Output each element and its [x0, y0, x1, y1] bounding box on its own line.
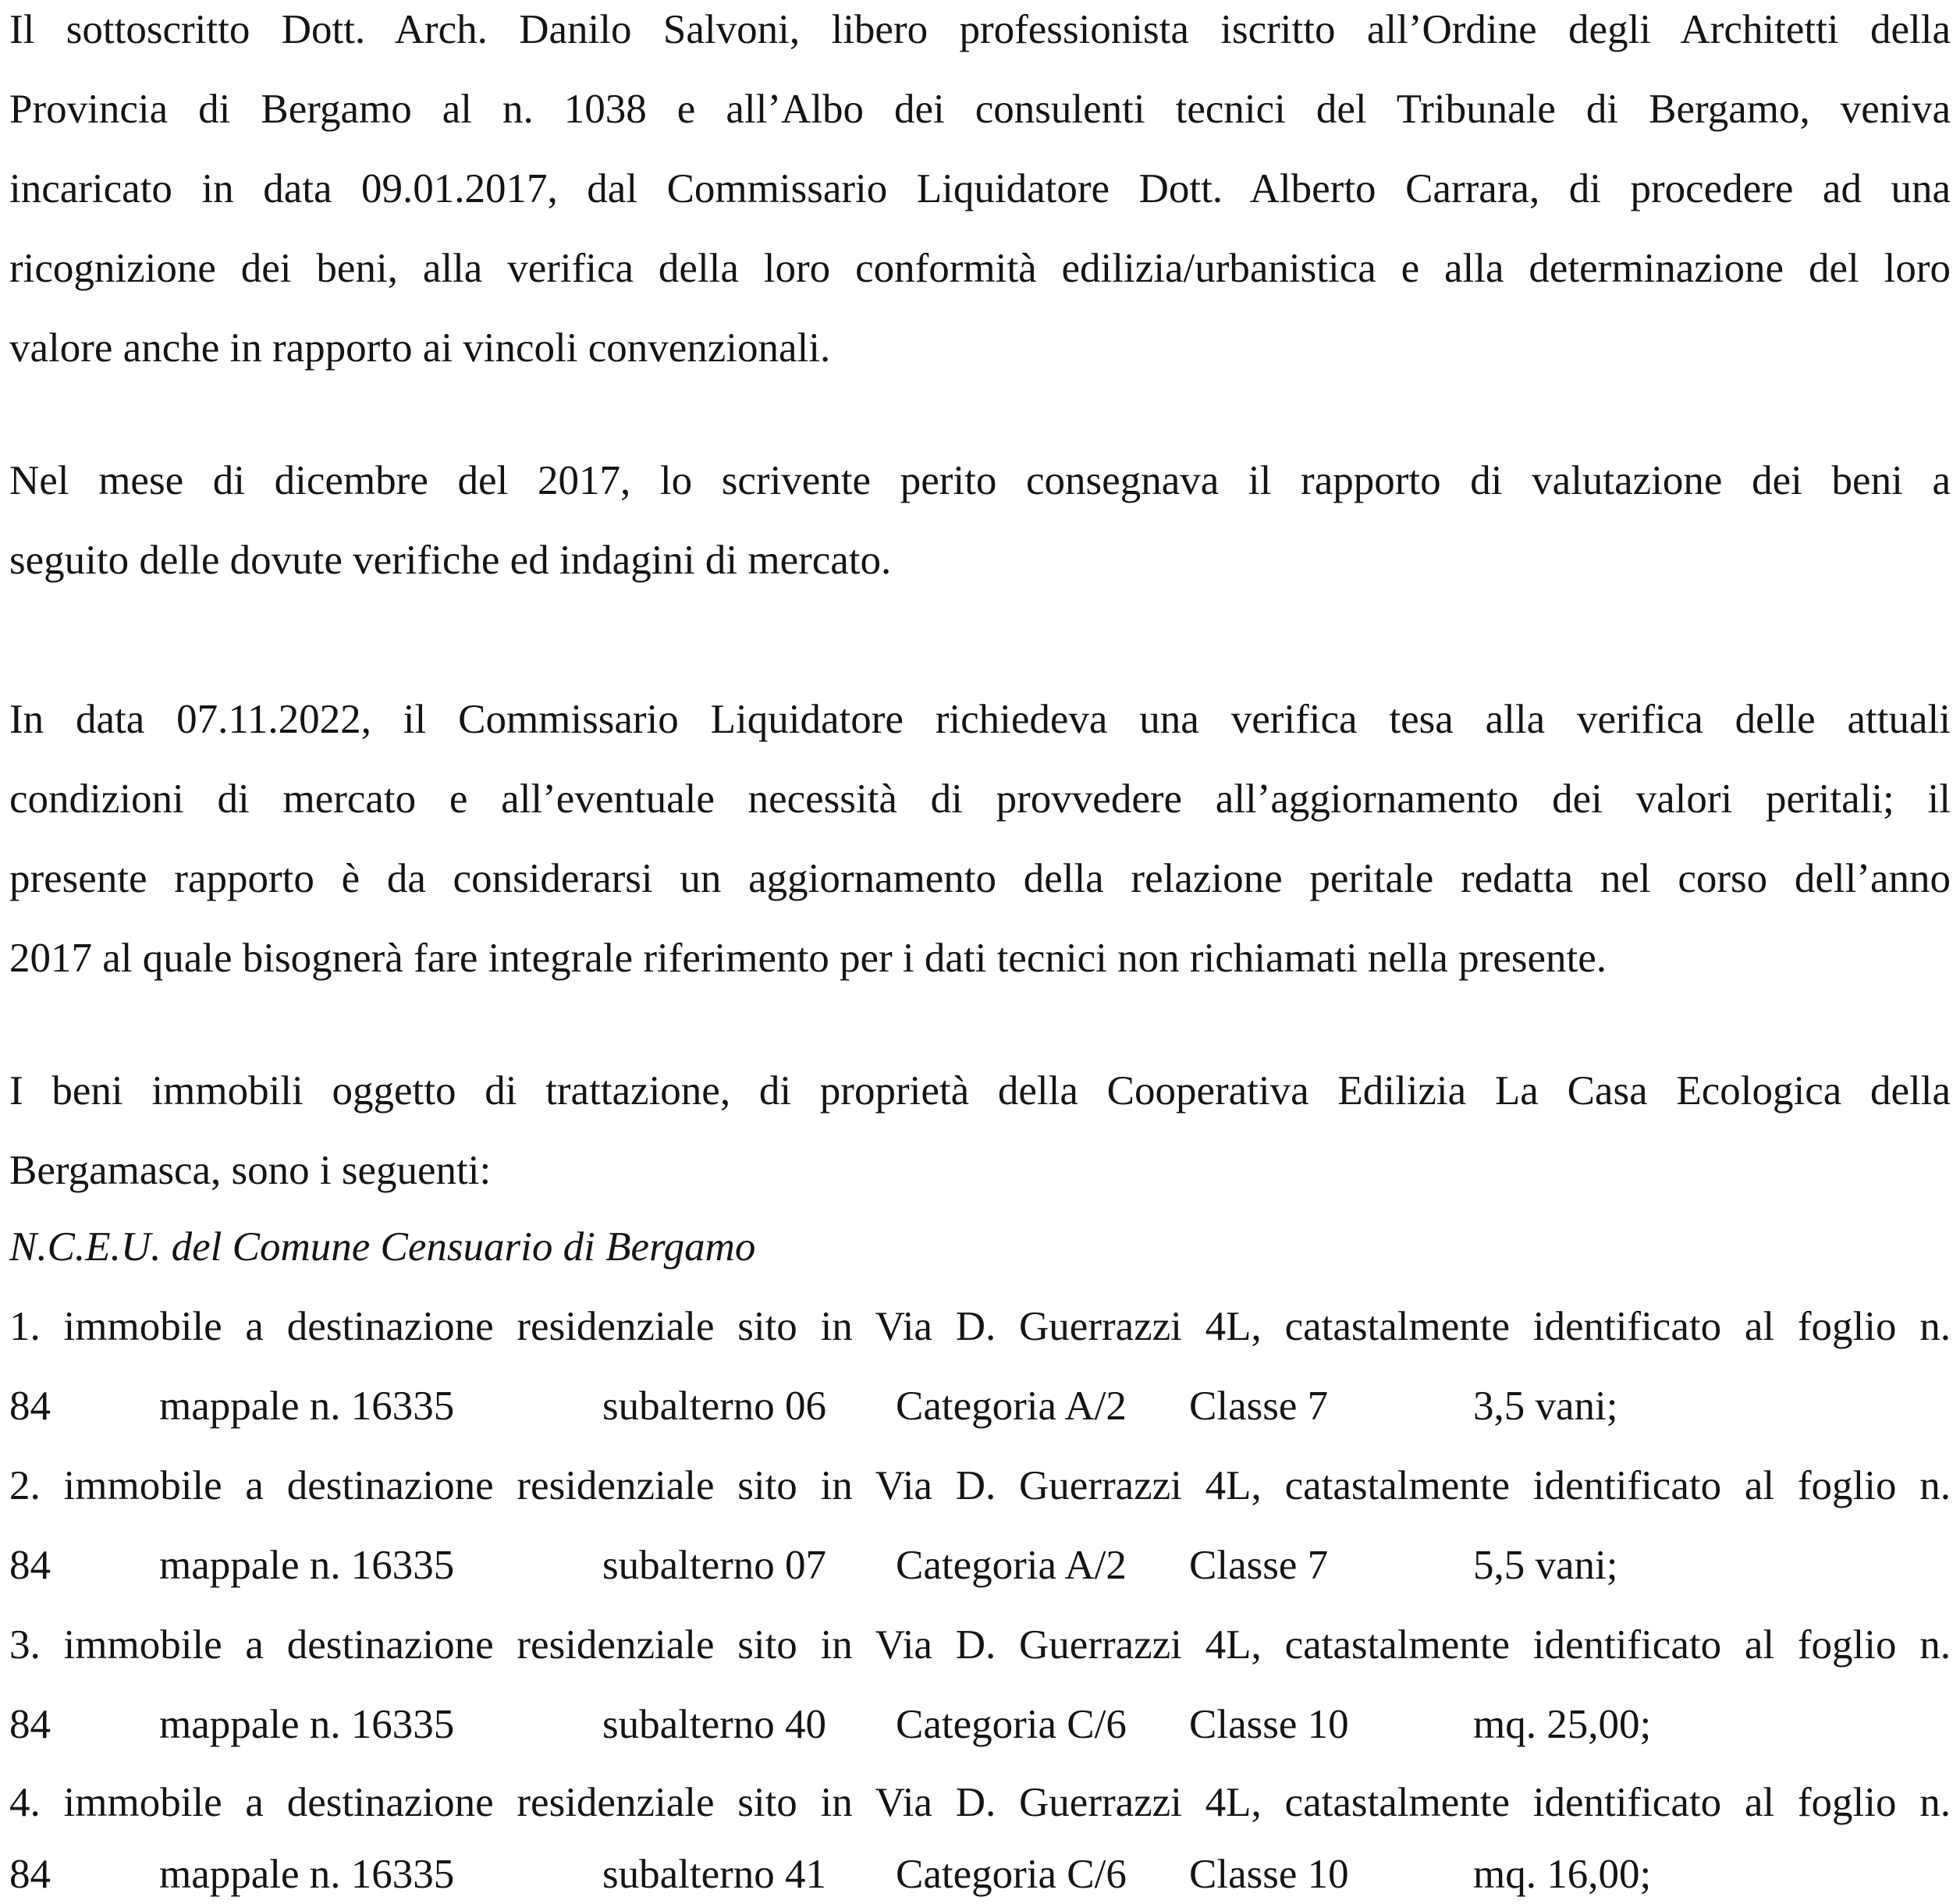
property-subalterno: subalterno 41	[602, 1852, 827, 1897]
property-consistenza: mq. 25,00;	[1473, 1702, 1652, 1747]
paragraph-2-line-1: Nel mese di dicembre del 2017, lo scrivente perito consegnava il rapporto di valutazione dei beni a	[9, 458, 1951, 503]
paragraph-1-line-1: Il sottoscritto Dott. Arch. Danilo Salvoni, libero professionista iscritto all’Ordine degli Architetti della	[9, 7, 1951, 52]
property-4-data-row	[9, 1849, 1951, 1899]
property-categoria: Categoria A/2	[896, 1384, 1127, 1429]
property-3-description: 3. immobile a destinazione residenziale sito in Via D. Guerrazzi 4L, catastalmente identificato al foglio n.	[9, 1622, 1951, 1668]
property-categoria: Categoria A/2	[896, 1543, 1127, 1588]
property-consistenza: 5,5 vani;	[1473, 1543, 1618, 1588]
paragraph-3-line-4: 2017 al quale bisognerà fare integrale riferimento per i dati tecnici non richiamati nella presente.	[9, 936, 1607, 981]
paragraph-3-line-3: presente rapporto è da considerarsi un aggiornamento della relazione peritale redatta nel corso dell’anno	[9, 856, 1951, 901]
property-foglio: 84	[9, 1543, 51, 1588]
property-3-data-row	[9, 1700, 1951, 1749]
property-4-description: 4. immobile a destinazione residenziale sito in Via D. Guerrazzi 4L, catastalmente identificato al foglio n.	[9, 1780, 1951, 1825]
property-foglio: 84	[9, 1384, 51, 1429]
property-categoria: Categoria C/6	[896, 1702, 1127, 1747]
property-1-data-row	[9, 1381, 1951, 1431]
registry-heading: N.C.E.U. del Comune Censuario di Bergamo	[9, 1224, 756, 1270]
property-classe: Classe 7	[1189, 1384, 1329, 1429]
property-subalterno: subalterno 07	[602, 1543, 827, 1588]
paragraph-3-line-1: In data 07.11.2022, il Commissario Liquidatore richiedeva una verifica tesa alla verifica delle attuali	[9, 697, 1951, 742]
paragraph-1-line-3: incaricato in data 09.01.2017, dal Commissario Liquidatore Dott. Alberto Carrara, di procedere ad una	[9, 166, 1951, 211]
property-2-description: 2. immobile a destinazione residenziale sito in Via D. Guerrazzi 4L, catastalmente identificato al foglio n.	[9, 1463, 1951, 1508]
property-subalterno: subalterno 40	[602, 1702, 827, 1747]
paragraph-3-line-2: condizioni di mercato e all’eventuale necessità di provvedere all’aggiornamento dei valori peritali; il	[9, 776, 1951, 822]
property-subalterno: subalterno 06	[602, 1384, 827, 1429]
paragraph-1-line-2: Provincia di Bergamo al n. 1038 e all’Albo dei consulenti tecnici del Tribunale di Bergamo, veniva	[9, 87, 1951, 132]
paragraph-1-line-4: ricognizione dei beni, alla verifica della loro conformità edilizia/urbanistica e alla determinazione del loro	[9, 246, 1951, 291]
paragraph-1-line-5: valore anche in rapporto ai vincoli convenzionali.	[9, 325, 831, 371]
property-1-description: 1. immobile a destinazione residenziale sito in Via D. Guerrazzi 4L, catastalmente identificato al foglio n.	[9, 1304, 1951, 1349]
property-classe: Classe 10	[1189, 1702, 1349, 1747]
paragraph-4-line-2: Bergamasca, sono i seguenti:	[9, 1148, 492, 1193]
paragraph-2-line-2: seguito delle dovute verifiche ed indagini di mercato.	[9, 538, 892, 583]
property-mappale: mappale n. 16335	[159, 1702, 455, 1747]
property-foglio: 84	[9, 1852, 51, 1897]
property-mappale: mappale n. 16335	[159, 1852, 455, 1897]
property-2-data-row	[9, 1540, 1951, 1590]
property-mappale: mappale n. 16335	[159, 1384, 455, 1429]
property-categoria: Categoria C/6	[896, 1852, 1127, 1897]
property-consistenza: mq. 16,00;	[1473, 1852, 1652, 1897]
property-foglio: 84	[9, 1702, 51, 1747]
property-classe: Classe 10	[1189, 1852, 1349, 1897]
property-classe: Classe 7	[1189, 1543, 1329, 1588]
property-consistenza: 3,5 vani;	[1473, 1384, 1618, 1429]
paragraph-4-line-1: I beni immobili oggetto di trattazione, di proprietà della Cooperativa Edilizia La Casa Ecologica della	[9, 1068, 1951, 1114]
property-mappale: mappale n. 16335	[159, 1543, 455, 1588]
